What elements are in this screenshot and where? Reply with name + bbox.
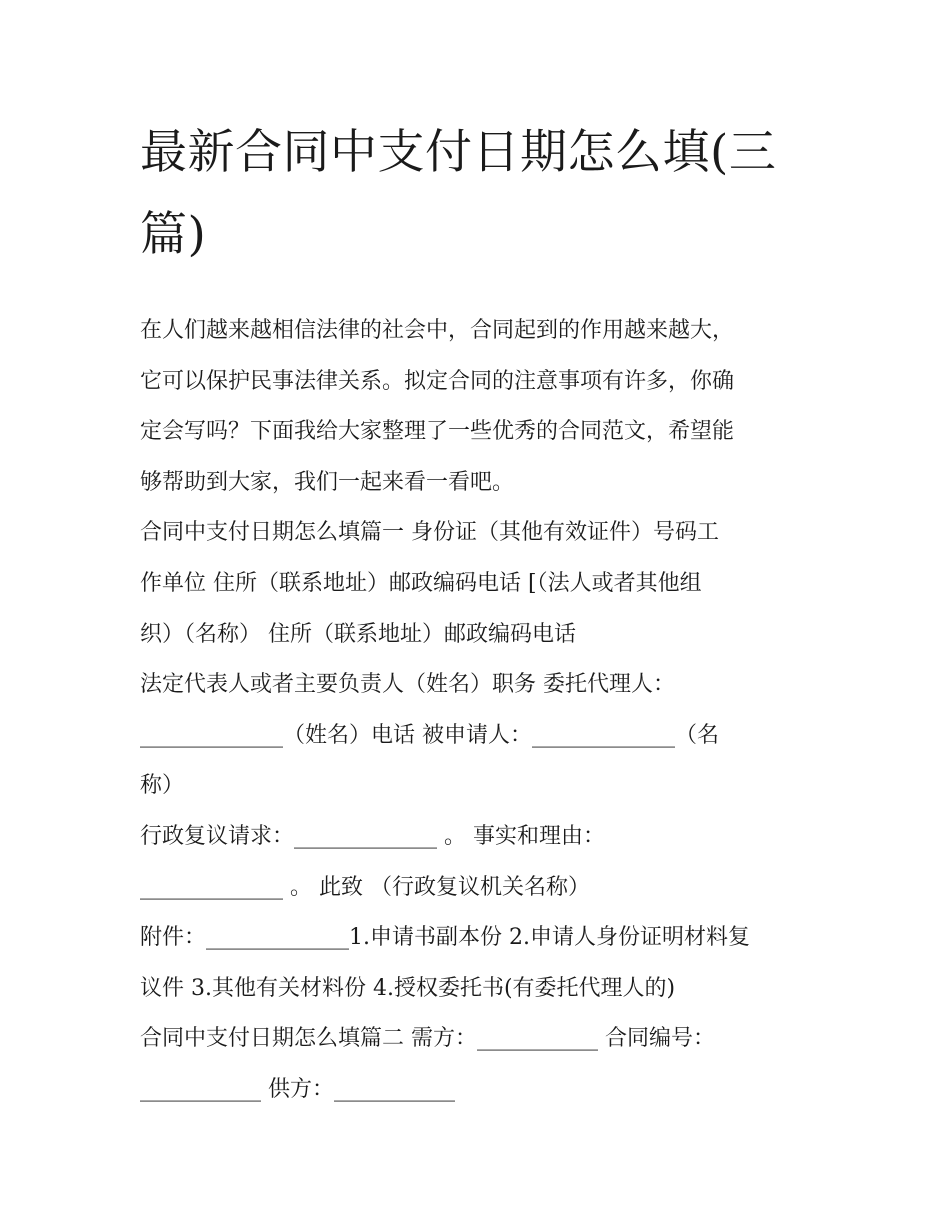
document-title xyxy=(140,112,812,276)
body-line: 行政复议请求：_____________ 。 事实和理由： xyxy=(140,823,605,849)
body-line: 附件：_____________1.申请书副本份 2.申请人身份证明材料复 xyxy=(140,925,750,951)
body-line: 织）（名称） 住所（联系地址）邮政编码电话 xyxy=(140,621,576,647)
body-line: 定会写吗？下面我给大家整理了一些优秀的合同范文，希望能 xyxy=(140,419,735,445)
body-line: 议件 3.其他有关材料份 4.授权委托书(有委托代理人的) xyxy=(140,975,676,1001)
body-line: ___________ 供方：___________ xyxy=(140,1076,455,1102)
body-line: 够帮助到大家，我们一起来看一看吧。 xyxy=(140,469,515,495)
body-line: 合同中支付日期怎么填篇一 身份证（其他有效证件）号码工 xyxy=(140,520,719,546)
body-line: 它可以保护民事法律关系。拟定合同的注意事项有许多，你确 xyxy=(140,368,735,394)
body-line: 在人们越来越相信法律的社会中，合同起到的作用越来越大， xyxy=(140,318,735,343)
body-line: 法定代表人或者主要负责人（姓名）职务 委托代理人： xyxy=(140,672,675,698)
body-line: 合同中支付日期怎么填篇二 需方：___________ 合同编号： xyxy=(140,1026,715,1052)
title-line: 最新合同中支付日期怎么填(三 xyxy=(140,125,777,180)
body-line: 称） xyxy=(140,773,185,799)
title-line: 篇) xyxy=(140,207,207,262)
document-body xyxy=(140,306,812,1116)
body-line: _____________（姓名）电话 被申请人：_____________（名 xyxy=(140,722,719,748)
body-line: _____________ 。 此致 （行政复议机关名称） xyxy=(140,874,590,900)
body-line: 作单位 住所（联系地址）邮政编码电话 [（法人或者其他组 xyxy=(140,570,702,596)
document-page xyxy=(140,112,812,1116)
